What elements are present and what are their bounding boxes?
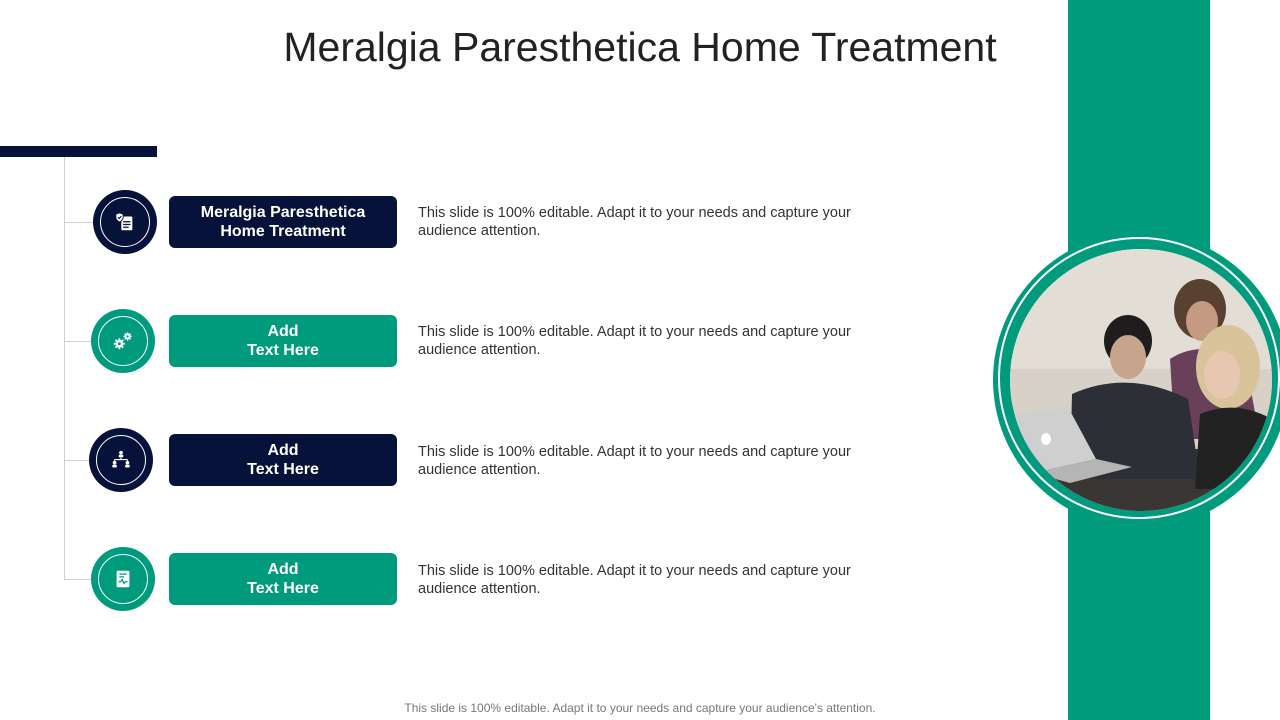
photo-frame <box>993 232 1280 528</box>
item-icon-circle <box>91 547 155 611</box>
item-description: This slide is 100% editable. Adapt it to your needs and capture your audience attention. <box>418 444 851 478</box>
item-description: This slide is 100% editable. Adapt it to your needs and capture your audience attention. <box>418 205 851 239</box>
connector-line <box>64 341 94 342</box>
item-description: This slide is 100% editable. Adapt it to your needs and capture your audience attention. <box>418 324 851 358</box>
item-label: Meralgia Paresthetica Home Treatment <box>200 204 366 240</box>
connector-line <box>64 222 94 223</box>
item-icon-circle <box>93 190 157 254</box>
shield-document-icon <box>114 211 136 233</box>
item-label: Add Text Here <box>247 442 319 478</box>
gears-icon <box>112 330 134 352</box>
item-icon-circle <box>91 309 155 373</box>
medical-report-icon <box>112 568 134 590</box>
item-label-box <box>169 315 397 367</box>
connector-line <box>64 579 94 580</box>
people-at-laptop-image <box>1010 249 1272 511</box>
top-accent-bar <box>0 146 157 157</box>
team-photo <box>1010 249 1272 511</box>
item-icon-circle <box>89 428 153 492</box>
item-description: This slide is 100% editable. Adapt it to your needs and capture your audience attention. <box>418 563 851 597</box>
hierarchy-icon <box>110 449 132 471</box>
item-label: Add Text Here <box>247 323 319 359</box>
item-label-box <box>169 553 397 605</box>
item-label-box <box>169 196 397 248</box>
timeline-line <box>64 157 65 580</box>
footer-note: This slide is 100% editable. Adapt it to your needs and capture your audience's attention. <box>404 701 876 715</box>
slide-title: Meralgia Paresthetica Home Treatment <box>283 24 997 70</box>
item-label: Add Text Here <box>247 561 319 597</box>
item-label-box <box>169 434 397 486</box>
